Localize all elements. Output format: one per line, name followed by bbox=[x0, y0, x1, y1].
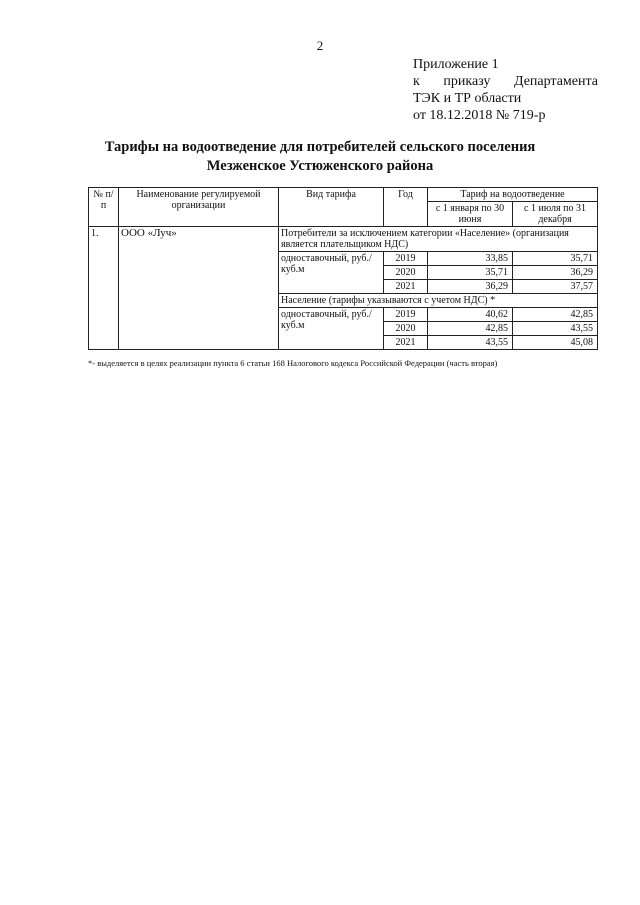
value-cell: 43,55 bbox=[428, 336, 513, 350]
row-number: 1. bbox=[89, 227, 119, 350]
appendix-word: Департамента bbox=[513, 74, 598, 89]
header-year: Год bbox=[384, 188, 428, 227]
title-line-1: Тарифы на водоотведение для потребителей сельского поселения bbox=[104, 139, 536, 155]
value-cell: 43,55 bbox=[513, 322, 598, 336]
appendix-line-3: ТЭК и ТР области bbox=[413, 91, 522, 106]
tariff-type: одноставочный, руб./куб.м bbox=[279, 252, 384, 294]
header-type: Вид тарифа bbox=[279, 188, 384, 227]
appendix-block bbox=[413, 56, 598, 124]
value-cell: 42,85 bbox=[513, 308, 598, 322]
value-cell: 33,85 bbox=[428, 252, 513, 266]
appendix-line-4: от 18.12.2018 № 719-р bbox=[413, 108, 546, 123]
group-caption: Потребители за исключением категории «Население» (организация является плательщиком НДС) bbox=[279, 227, 598, 252]
header-period-2: с 1 июля по 31 декабря bbox=[513, 202, 598, 227]
header-period-1: с 1 января по 30 июня bbox=[428, 202, 513, 227]
organization-name: ООО «Луч» bbox=[119, 227, 279, 350]
value-cell: 35,71 bbox=[513, 252, 598, 266]
page-number: 2 bbox=[316, 38, 324, 53]
value-cell: 35,71 bbox=[428, 266, 513, 280]
year-cell: 2020 bbox=[384, 322, 428, 336]
header-org: Наименование регулируемой организации bbox=[119, 188, 279, 227]
year-cell: 2020 bbox=[384, 266, 428, 280]
header-tariff: Тариф на водоотведение bbox=[428, 188, 598, 202]
year-cell: 2019 bbox=[384, 308, 428, 322]
value-cell: 45,08 bbox=[513, 336, 598, 350]
value-cell: 36,29 bbox=[428, 280, 513, 294]
header-num: № п/п bbox=[89, 188, 119, 227]
year-cell: 2021 bbox=[384, 336, 428, 350]
appendix-word: приказу bbox=[443, 74, 491, 89]
tariff-type: одноставочный, руб./куб.м bbox=[279, 308, 384, 350]
document-title bbox=[90, 138, 550, 176]
value-cell: 42,85 bbox=[428, 322, 513, 336]
title-line-2: Мезженское Устюженского района bbox=[206, 158, 434, 174]
tariff-table bbox=[88, 187, 598, 350]
table-row bbox=[89, 227, 598, 252]
value-cell: 40,62 bbox=[428, 308, 513, 322]
value-cell: 37,57 bbox=[513, 280, 598, 294]
table-header-row bbox=[89, 188, 598, 202]
year-cell: 2021 bbox=[384, 280, 428, 294]
value-cell: 36,29 bbox=[513, 266, 598, 280]
appendix-line-2 bbox=[413, 73, 598, 90]
year-cell: 2019 bbox=[384, 252, 428, 266]
appendix-line-1: Приложение 1 bbox=[413, 57, 499, 72]
group-caption: Население (тарифы указываются с учетом НДС) * bbox=[279, 294, 598, 308]
footnote: *- выделяется в целях реализации пункта 6 статьи 168 Налогового кодекса Российской Федерации (часть вторая) bbox=[88, 358, 498, 368]
appendix-word: к bbox=[413, 74, 420, 89]
